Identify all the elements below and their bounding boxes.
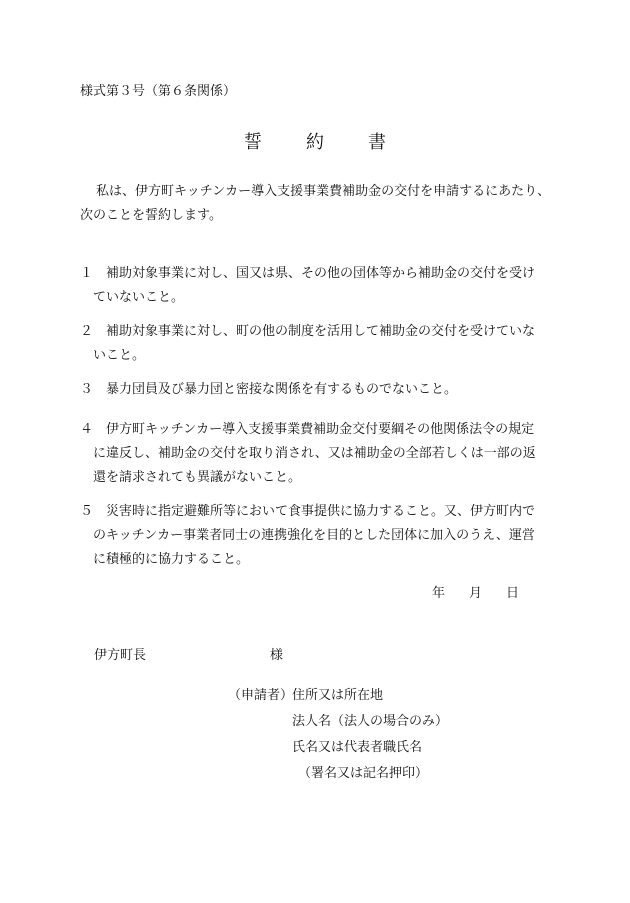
applicant-rep-name-label: 氏名又は代表者職氏名 bbox=[292, 740, 423, 755]
date-field bbox=[432, 582, 519, 601]
item-number: ２ bbox=[80, 324, 94, 339]
addressee-honorific: 様 bbox=[270, 648, 284, 663]
item-number: ３ bbox=[80, 382, 94, 397]
applicant-label: （申請者） bbox=[228, 688, 294, 703]
date-month-label: 月 bbox=[469, 586, 483, 601]
intro-line-1: 私は、伊方町キッチンカー導入支援事業費補助金の交付を申請するにあたり、 bbox=[96, 184, 551, 199]
date-day-label: 日 bbox=[506, 586, 520, 601]
item-line-1: 伊方町キッチンカー導入支援事業費補助金交付要綱その他関係法令の規定 bbox=[106, 422, 535, 437]
applicant-corp-name-label: 法人名（法人の場合のみ） bbox=[292, 714, 449, 729]
item-number: ４ bbox=[80, 422, 94, 437]
addressee bbox=[94, 644, 283, 663]
signature-note: （署名又は記名押印） bbox=[298, 766, 429, 781]
item-line-1: 暴力団員及び暴力団と密接な関係を有するものでないこと。 bbox=[106, 382, 458, 397]
item-line-1: 補助対象事業に対し、国又は県、その他の団体等から補助金の交付を受け bbox=[106, 266, 536, 281]
document-title bbox=[0, 128, 630, 154]
item-number: １ bbox=[80, 266, 94, 281]
item-line-2: ていないこと。 bbox=[93, 290, 185, 305]
addressee-name: 伊方町長 bbox=[94, 648, 147, 663]
item-number: ５ bbox=[80, 504, 94, 519]
form-number: 様式第３号（第６条関係） bbox=[80, 84, 237, 99]
date-year-label: 年 bbox=[432, 586, 446, 601]
title-char-2: 約 bbox=[306, 132, 324, 153]
item-line-3: に積極的に協力すること。 bbox=[93, 552, 250, 567]
item-line-2: いこと。 bbox=[93, 348, 146, 363]
title-char-3: 書 bbox=[368, 132, 386, 153]
title-char-1: 誓 bbox=[244, 132, 262, 153]
item-line-1: 災害時に指定避難所等において食事提供に協力すること。又、伊方町内で bbox=[106, 504, 536, 519]
item-line-2: に違反し、補助金の交付を取り消され、又は補助金の全部若しくは一部の返 bbox=[93, 446, 536, 461]
item-line-1: 補助対象事業に対し、町の他の制度を活用して補助金の交付を受けていな bbox=[106, 324, 536, 339]
intro-line-2: 次のことを誓約します。 bbox=[80, 208, 222, 223]
applicant-address-label: 住所又は所在地 bbox=[292, 688, 384, 703]
item-line-3: 還を請求されても異議がないこと。 bbox=[93, 470, 302, 485]
item-line-2: のキッチンカー事業者同士の連携強化を目的とした団体に加入のうえ、運営 bbox=[93, 528, 535, 543]
